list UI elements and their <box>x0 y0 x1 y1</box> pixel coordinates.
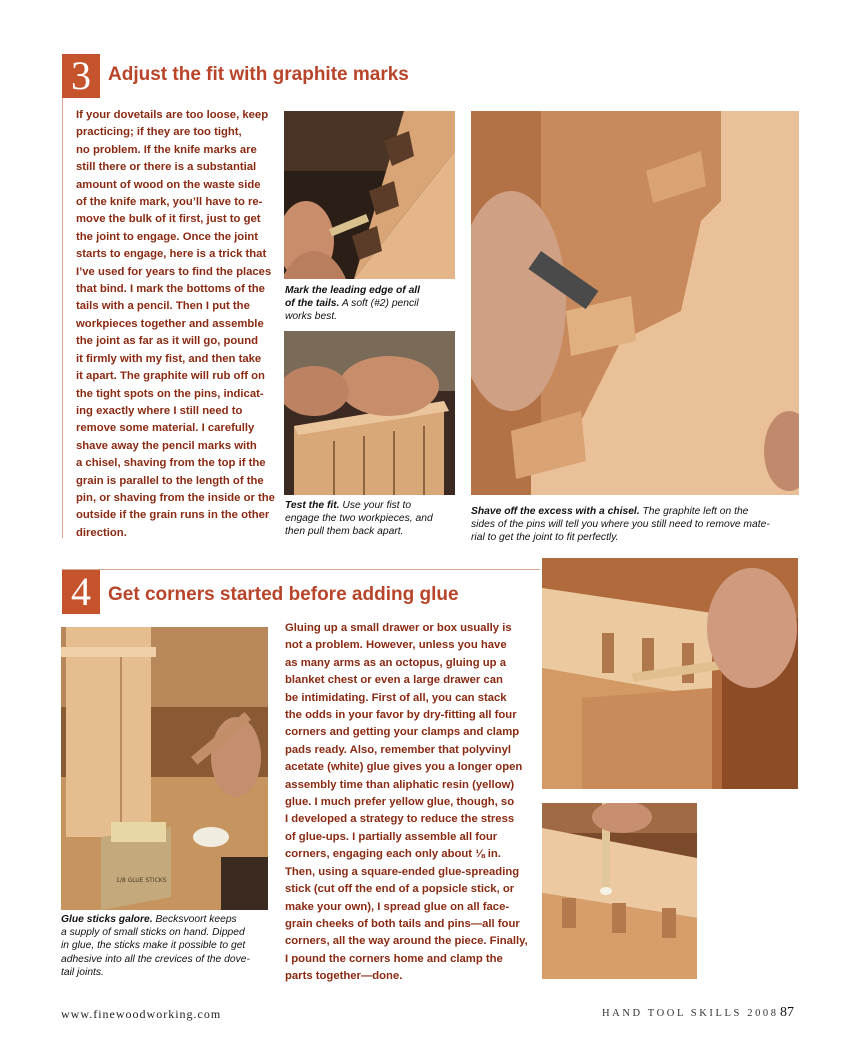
body-line: assembly time than aliphatic resin (yellow) <box>285 778 515 791</box>
photo-chisel-shaving <box>471 111 799 495</box>
body-line: be intimidating. First of all, you can stack <box>285 691 507 704</box>
caption-mark-line3: works best. <box>285 311 338 323</box>
body-line: shave away the pencil marks with <box>76 439 257 452</box>
body-line: acetate (white) glue gives you a longer open <box>285 761 523 774</box>
body-line: I developed a strategy to reduce the stress <box>285 813 515 826</box>
body-line: glue. I much prefer yellow glue, though, so <box>285 796 515 809</box>
body-line: corners, engaging each only about ⅛ in. <box>285 848 501 861</box>
caption-glue-line5: tail joints. <box>61 966 104 978</box>
step-3-number: 3 <box>62 54 100 98</box>
photo-applying-glue <box>542 558 798 789</box>
caption-mark-rest: A soft (#2) pencil <box>339 298 419 310</box>
body-line: workpieces together and assemble <box>76 317 264 330</box>
caption-mark-leading-edge <box>285 284 420 324</box>
body-line: pin, or shaving from the inside or the <box>76 491 275 504</box>
body-line: of glue-ups. I partially assemble all four <box>285 830 498 843</box>
body-line: still there or there is a substantial <box>76 161 257 174</box>
body-line: tails with a pencil. Then I put the <box>76 300 250 313</box>
body-line: practicing; if they are too tight, <box>76 126 242 139</box>
caption-glue-line4: adhesive into all the crevices of the dove- <box>61 953 250 965</box>
step-4-number: 4 <box>62 570 100 614</box>
body-line: as many arms as an octopus, gluing up a <box>285 656 506 669</box>
body-line: remove some material. I carefully <box>76 422 255 435</box>
body-line: Gluing up a small drawer or box usually is <box>285 622 512 634</box>
photo-glue-joint <box>542 803 697 979</box>
caption-shave-line2: sides of the pins will tell you where you still need to remove mate- <box>471 519 770 531</box>
caption-glue-sticks <box>61 913 250 979</box>
caption-mark-bold2: of the tails. <box>285 298 340 310</box>
photo-test-fit <box>284 331 455 495</box>
caption-shave-line3: rial to get the joint to fit perfectly. <box>471 532 619 544</box>
body-line: blanket chest or even a large drawer can <box>285 674 503 687</box>
body-line: the tight spots on the pins, indicat- <box>76 387 264 400</box>
body-line: it firmly with my fist, and then take <box>76 352 262 365</box>
caption-shave-bold: Shave off the excess with a chisel. <box>471 506 640 517</box>
caption-glue-line2: a supply of small sticks on hand. Dipped <box>61 927 245 939</box>
caption-test-line3: then pull them back apart. <box>285 526 404 538</box>
body-line: Then, using a square-ended glue-spreading <box>285 865 520 878</box>
body-line: I’ve used for years to find the places <box>76 265 272 278</box>
body-line: that bind. I mark the bottoms of the <box>76 283 265 296</box>
step-4-divider <box>62 569 540 570</box>
caption-glue-rest: Becksvoort keeps <box>152 914 237 925</box>
body-line: ing exactly where I still need to <box>76 404 243 417</box>
caption-glue-bold: Glue sticks galore. <box>61 914 153 925</box>
body-line: make your own), I spread glue on all face- <box>285 900 510 913</box>
step-3-body <box>76 107 275 542</box>
body-line: I pound the corners home and clamp the <box>285 952 503 965</box>
body-line: no problem. If the knife marks are <box>76 143 257 156</box>
body-line: grain is parallel to the length of the <box>76 474 264 487</box>
step-4-title: Get corners started before adding glue <box>108 584 459 605</box>
body-line: corners, all the way around the piece. Finally, <box>285 935 528 948</box>
box-label: 1/8 GLUE STICKS <box>116 877 167 884</box>
caption-test-line2: engage the two workpieces, and <box>285 513 433 525</box>
caption-test-fit <box>285 499 433 539</box>
caption-mark-bold: Mark the leading edge of all <box>285 285 421 296</box>
caption-shave-excess <box>471 505 770 545</box>
body-line: grain cheeks of both tails and pins—all four <box>285 917 520 930</box>
body-line: amount of wood on the waste side <box>76 178 261 191</box>
body-line: corners and getting your clamps and clamp <box>285 726 520 739</box>
body-line: a chisel, shaving from the top if the <box>76 457 266 470</box>
photo-glue-sticks <box>61 627 268 910</box>
body-line: starts to engage, here is a trick that <box>76 248 267 261</box>
body-line: the joint to engage. Once the joint <box>76 230 259 243</box>
body-line: direction. <box>76 526 127 539</box>
caption-shave-rest: The graphite left on the <box>639 506 749 517</box>
caption-glue-line3: in glue, the sticks make it possible to get <box>61 940 246 952</box>
caption-test-bold: Test the fit. <box>285 500 340 511</box>
photo-pencil-marking <box>284 111 455 279</box>
step-3-title: Adjust the fit with graphite marks <box>108 64 409 85</box>
footer-publication: HAND TOOL SKILLS 2008 <box>602 1008 779 1019</box>
step-4-body <box>285 620 528 986</box>
body-line: the joint as far as it will go, pound <box>76 335 259 348</box>
caption-test-rest: Use your fist to <box>339 500 412 511</box>
body-line: outside if the grain runs in the other <box>76 509 270 522</box>
step-3-divider <box>62 98 63 538</box>
footer-page-number: 87 <box>780 1005 794 1020</box>
footer-url: www.finewoodworking.com <box>61 1007 222 1021</box>
body-line: the odds in your favor by dry-fitting all four <box>285 709 517 722</box>
body-line: it apart. The graphite will rub off on <box>76 370 265 383</box>
body-line: of the knife mark, you’ll have to re- <box>76 196 263 209</box>
body-line: stick (cut off the end of a popsicle stick, or <box>285 883 515 896</box>
body-line: pads ready. Also, remember that polyvinyl <box>285 743 512 756</box>
body-line: If your dovetails are too loose, keep <box>76 109 269 121</box>
body-line: parts together—done. <box>285 970 403 983</box>
body-line: not a problem. However, unless you have <box>285 639 507 652</box>
body-line: move the bulk of it first, just to get <box>76 213 261 226</box>
